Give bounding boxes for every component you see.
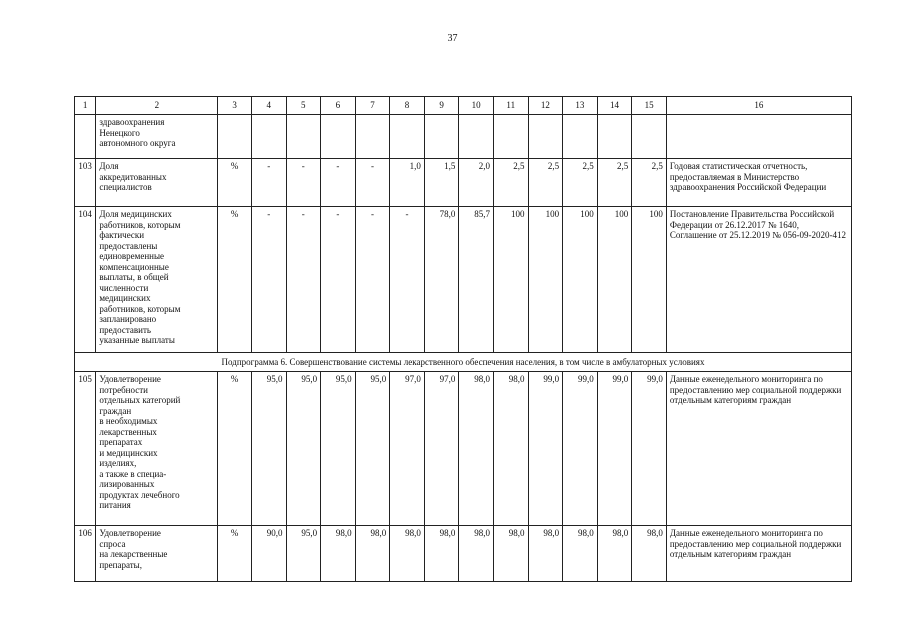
cell-value: - — [251, 207, 286, 353]
cell-value: 90,0 — [251, 526, 286, 582]
cell-value: 98,0 — [424, 526, 459, 582]
subprogram-title: Подпрограмма 6. Совершенствование системы лекарственного обеспечения населения, в том числе в амбулаторных условиях — [75, 353, 852, 372]
header-col-10: 10 — [459, 97, 494, 115]
cell-value: 98,0 — [459, 526, 494, 582]
cell-value: 78,0 — [424, 207, 459, 353]
cell-value: 99,0 — [597, 372, 632, 526]
cell-unit: % — [218, 372, 252, 526]
cell-value: 98,0 — [390, 526, 425, 582]
indicators-table — [74, 96, 852, 582]
cell-value: 98,0 — [528, 526, 563, 582]
cell-value: 95,0 — [251, 372, 286, 526]
cell-value: - — [286, 159, 321, 207]
continuation-row — [75, 115, 852, 159]
cell-value: 95,0 — [355, 372, 390, 526]
header-col-14: 14 — [597, 97, 632, 115]
cell-name: Удовлетворение спроса на лекарственные препараты, — [96, 526, 218, 582]
cell-value: - — [355, 207, 390, 353]
header-col-2: 2 — [96, 97, 218, 115]
cell-value: 99,0 — [632, 372, 667, 526]
cell-value: 99,0 — [528, 372, 563, 526]
cell-value: 100 — [632, 207, 667, 353]
cell-value: 1,5 — [424, 159, 459, 207]
cell-num — [75, 115, 96, 159]
header-col-8: 8 — [390, 97, 425, 115]
cell-value: 98,0 — [493, 526, 528, 582]
cell-value: - — [321, 159, 356, 207]
table-row — [75, 207, 852, 353]
cell-value: 98,0 — [563, 526, 598, 582]
cell-name: Доля медицинских работников, которым фактически предоставлены единовременные компенсационные выплаты, в общей численности медицинских работников, которым запланировано предоставить указанные выплаты — [96, 207, 218, 353]
cell-value: 98,0 — [355, 526, 390, 582]
cell-unit: % — [218, 159, 252, 207]
cell-value: 2,5 — [597, 159, 632, 207]
cell-value: 99,0 — [563, 372, 598, 526]
header-col-15: 15 — [632, 97, 667, 115]
header-col-4: 4 — [251, 97, 286, 115]
cell-num: 104 — [75, 207, 96, 353]
cell-name: здравоохранения Ненецкого автономного округа — [96, 115, 218, 159]
cell-source: Данные еженедельного мониторинга по предоставлению мер социальной поддержки отдельным категориям граждан — [666, 372, 851, 526]
cell-value: 97,0 — [390, 372, 425, 526]
header-col-1: 1 — [75, 97, 96, 115]
cell-value: 2,5 — [632, 159, 667, 207]
table-row — [75, 159, 852, 207]
cell-value: 85,7 — [459, 207, 494, 353]
cell-unit: % — [218, 207, 252, 353]
cell-num: 105 — [75, 372, 96, 526]
cell-value: - — [286, 207, 321, 353]
header-col-16: 16 — [666, 97, 851, 115]
cell-value: 1,0 — [390, 159, 425, 207]
table-row — [75, 526, 852, 582]
cell-value: 100 — [563, 207, 598, 353]
cell-num: 106 — [75, 526, 96, 582]
cell-value: 98,0 — [493, 372, 528, 526]
cell-value: 2,0 — [459, 159, 494, 207]
cell-value: 100 — [528, 207, 563, 353]
cell-value: 2,5 — [528, 159, 563, 207]
table-row — [75, 372, 852, 526]
cell-value: 98,0 — [632, 526, 667, 582]
header-col-12: 12 — [528, 97, 563, 115]
cell-unit: % — [218, 526, 252, 582]
cell-value: 97,0 — [424, 372, 459, 526]
cell-name: Удовлетворение потребности отдельных категорий граждан в необходимых лекарственных препаратах и медицинских изделиях, а также в специа- лизированных продуктах лечебного питания — [96, 372, 218, 526]
cell-source: Данные еженедельного мониторинга по предоставлению мер социальной поддержки отдельным категориям граждан — [666, 526, 851, 582]
header-col-13: 13 — [563, 97, 598, 115]
cell-source: Годовая статистическая отчетность, предоставляемая в Министерство здравоохранения Российской Федерации — [666, 159, 851, 207]
cell-value: - — [321, 207, 356, 353]
cell-value: 2,5 — [563, 159, 598, 207]
cell-value: 95,0 — [321, 372, 356, 526]
cell-value: - — [251, 159, 286, 207]
header-row — [75, 97, 852, 115]
header-col-3: 3 — [218, 97, 252, 115]
cell-value: 95,0 — [286, 526, 321, 582]
cell-value: 98,0 — [597, 526, 632, 582]
cell-value: 98,0 — [459, 372, 494, 526]
cell-value: - — [390, 207, 425, 353]
cell-num: 103 — [75, 159, 96, 207]
cell-value: - — [355, 159, 390, 207]
cell-name: Доля аккредитованных специалистов — [96, 159, 218, 207]
page-number: 37 — [447, 33, 458, 44]
header-col-5: 5 — [286, 97, 321, 115]
cell-value: 100 — [597, 207, 632, 353]
header-col-7: 7 — [355, 97, 390, 115]
header-col-6: 6 — [321, 97, 356, 115]
cell-value: 95,0 — [286, 372, 321, 526]
cell-value: 2,5 — [493, 159, 528, 207]
cell-source: Постановление Правительства Российской Федерации от 26.12.2017 № 1640, Соглашение от 25.12.2019 № 056-09-2020-412 — [666, 207, 851, 353]
cell-value: 98,0 — [321, 526, 356, 582]
cell-value: 100 — [493, 207, 528, 353]
header-col-9: 9 — [424, 97, 459, 115]
header-col-11: 11 — [493, 97, 528, 115]
subprogram-row — [75, 353, 852, 372]
